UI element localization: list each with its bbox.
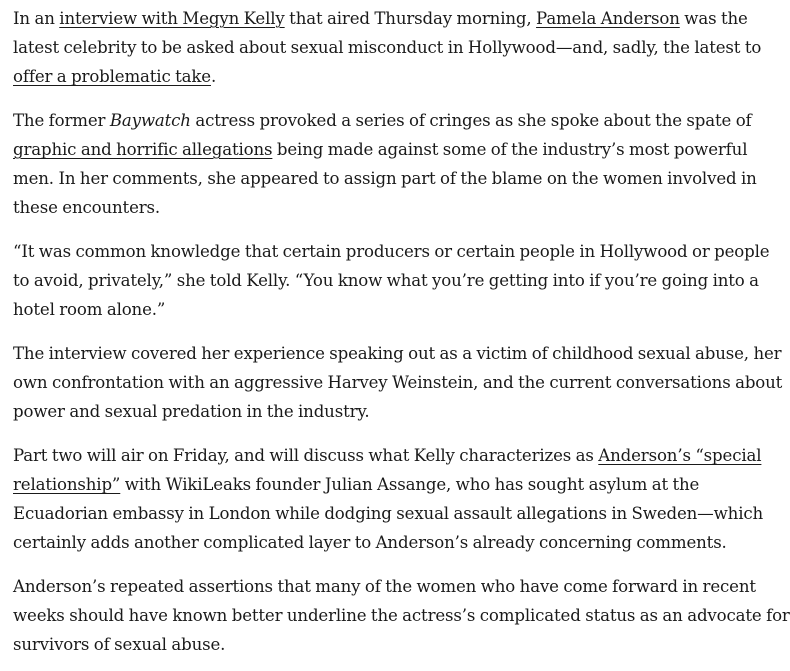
- text: with WikiLeaks founder Julian Assange, who has sought asylum at the: [120, 475, 700, 494]
- link-megyn-kelly-interview[interactable]: interview with Megyn Kelly: [59, 9, 285, 28]
- text: .: [210, 67, 217, 86]
- link-pamela-anderson[interactable]: Pamela Anderson: [536, 9, 680, 28]
- text: In an: [13, 9, 60, 28]
- link-special-relationship[interactable]: relationship”: [13, 475, 121, 494]
- paragraph-5: [13, 441, 764, 557]
- paragraph-2: [13, 106, 757, 222]
- text: Anderson’s repeated assertions that many of the women who have come forward in recent: [13, 577, 756, 596]
- italic-title: Baywatch: [109, 111, 191, 130]
- text: certainly adds another complicated layer to Anderson’s already concerning comments.: [13, 533, 727, 552]
- paragraph-1: [13, 4, 762, 91]
- paragraph-6: [13, 572, 790, 659]
- text: Ecuadorian embassy in London while dodging sexual assault allegations in Sweden—which: [13, 504, 764, 523]
- text: “It was common knowledge that certain producers or certain people in Hollywood or people: [13, 242, 770, 261]
- text: power and sexual predation in the industry.: [13, 402, 370, 421]
- text: men. In her comments, she appeared to assign part of the blame on the women involved in: [13, 169, 757, 188]
- text: survivors of sexual abuse.: [13, 635, 226, 654]
- text: The interview covered her experience speaking out as a victim of childhood sexual abuse, her: [13, 344, 782, 363]
- text: weeks should have known better underline the actress’s complicated status as an advocate for: [13, 606, 790, 625]
- text: these encounters.: [13, 198, 161, 217]
- text: was the: [679, 9, 748, 28]
- paragraph-3: [13, 237, 770, 324]
- text: hotel room alone.”: [13, 300, 166, 319]
- link-problematic-take[interactable]: offer a problematic take: [13, 67, 211, 86]
- link-special-relationship[interactable]: Anderson’s “special: [598, 446, 762, 465]
- paragraph-4: [13, 339, 783, 426]
- text: to avoid, privately,” she told Kelly. “You know what you’re getting into if you’re going into a: [13, 271, 759, 290]
- text: Part two will air on Friday, and will discuss what Kelly characterizes as: [13, 446, 599, 465]
- text: being made against some of the industry’s most powerful: [272, 140, 748, 159]
- article-body: [0, 4, 790, 659]
- text: own confrontation with an aggressive Harvey Weinstein, and the current conversations about: [13, 373, 783, 392]
- text: actress provoked a series of cringes as she spoke about the spate of: [190, 111, 752, 130]
- text: The former: [13, 111, 110, 130]
- text: latest celebrity to be asked about sexual misconduct in Hollywood—and, sadly, the latest to: [13, 38, 762, 57]
- link-allegations[interactable]: graphic and horrific allegations: [13, 140, 273, 159]
- text: that aired Thursday morning,: [284, 9, 537, 28]
